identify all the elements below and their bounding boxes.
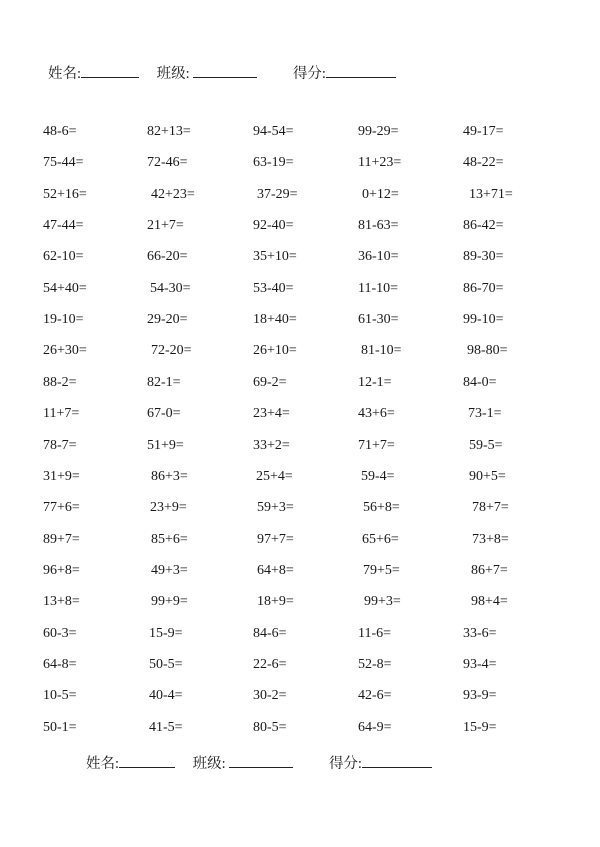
score-field[interactable] (326, 65, 396, 78)
problem-r6-c3: 53-40= (253, 281, 294, 296)
problem-r3-c1: 52+16= (43, 187, 87, 202)
score-label: 得分: (292, 66, 326, 82)
class-field[interactable] (193, 65, 257, 78)
problem-r15-c3: 64+8= (257, 563, 294, 578)
problem-r19-c5: 93-9= (463, 688, 497, 703)
problem-r9-c1: 88-2= (43, 375, 77, 390)
problem-r13-c2: 23+9= (150, 500, 187, 515)
problem-r8-c4: 81-10= (361, 343, 402, 358)
name-label: 姓名: (86, 756, 120, 772)
problem-r17-c1: 60-3= (43, 626, 77, 641)
problem-r12-c2: 86+3= (151, 469, 188, 484)
problem-r4-c4: 81-63= (358, 218, 399, 233)
problem-r18-c5: 93-4= (463, 657, 497, 672)
problem-r12-c4: 59-4= (361, 469, 395, 484)
problem-r15-c4: 79+5= (363, 563, 400, 578)
problem-r9-c2: 82-1= (147, 375, 181, 390)
problem-r18-c1: 64-8= (43, 657, 77, 672)
problem-r5-c5: 89-30= (463, 249, 504, 264)
problem-r7-c1: 19-10= (43, 312, 84, 327)
problem-r5-c4: 36-10= (358, 249, 399, 264)
name-label: 姓名: (48, 66, 82, 82)
problem-r14-c2: 85+6= (151, 532, 188, 547)
problem-r14-c3: 97+7= (257, 532, 294, 547)
problem-r17-c2: 15-9= (149, 626, 183, 641)
problem-r14-c4: 65+6= (362, 532, 399, 547)
problem-r17-c3: 84-6= (253, 626, 287, 641)
problem-r20-c3: 80-5= (253, 720, 287, 735)
name-section (86, 752, 175, 773)
problem-r11-c2: 51+9= (147, 438, 184, 453)
problem-r7-c3: 18+40= (253, 312, 297, 327)
problem-r5-c3: 35+10= (253, 249, 297, 264)
problem-r19-c4: 42-6= (358, 688, 392, 703)
header-bottom (86, 752, 432, 773)
problem-r20-c5: 15-9= (463, 720, 497, 735)
problem-r5-c2: 66-20= (147, 249, 188, 264)
problem-r14-c5: 73+8= (472, 532, 509, 547)
problem-r20-c4: 64-9= (358, 720, 392, 735)
problem-r9-c3: 69-2= (253, 375, 287, 390)
problem-r18-c3: 22-6= (253, 657, 287, 672)
problem-r13-c3: 59+3= (257, 500, 294, 515)
class-label: 班级: (192, 756, 226, 772)
header-top (48, 62, 396, 83)
problem-r3-c5: 13+71= (469, 187, 513, 202)
problem-r11-c5: 59-5= (469, 438, 503, 453)
problem-r8-c3: 26+10= (253, 343, 297, 358)
problem-r1-c2: 82+13= (147, 124, 191, 139)
problem-r1-c5: 49-17= (463, 124, 504, 139)
problem-r2-c4: 11+23= (358, 155, 402, 170)
problem-r10-c5: 73-1= (468, 406, 502, 421)
problem-r13-c4: 56+8= (363, 500, 400, 515)
class-label: 班级: (156, 66, 190, 82)
problem-r3-c3: 37-29= (257, 187, 298, 202)
problem-r20-c1: 50-1= (43, 720, 77, 735)
problem-r10-c1: 11+7= (43, 406, 80, 421)
score-section (329, 752, 432, 773)
problem-r6-c4: 11-10= (358, 281, 399, 296)
problem-r9-c4: 12-1= (358, 375, 392, 390)
problem-r17-c5: 33-6= (463, 626, 497, 641)
problem-r1-c4: 99-29= (358, 124, 399, 139)
name-field[interactable] (119, 755, 175, 768)
class-section (157, 62, 258, 83)
class-field[interactable] (229, 755, 293, 768)
problem-r7-c5: 99-10= (463, 312, 504, 327)
problem-r3-c2: 42+23= (151, 187, 195, 202)
problem-r13-c5: 78+7= (472, 500, 509, 515)
problem-r11-c1: 78-7= (43, 438, 77, 453)
problem-r16-c1: 13+8= (43, 594, 80, 609)
problem-r12-c3: 25+4= (256, 469, 293, 484)
problem-r15-c2: 49+3= (151, 563, 188, 578)
class-section (193, 752, 294, 773)
problem-r15-c1: 96+8= (43, 563, 80, 578)
problem-r5-c1: 62-10= (43, 249, 84, 264)
problem-r18-c4: 52-8= (358, 657, 392, 672)
problem-r18-c2: 50-5= (149, 657, 183, 672)
problem-r16-c2: 99+9= (151, 594, 188, 609)
problem-r10-c3: 23+4= (253, 406, 290, 421)
name-field[interactable] (81, 65, 139, 78)
problem-r7-c2: 29-20= (147, 312, 188, 327)
problem-r3-c4: 0+12= (362, 187, 399, 202)
problem-r19-c2: 40-4= (149, 688, 183, 703)
problem-r4-c3: 92-40= (253, 218, 294, 233)
problem-r19-c1: 10-5= (43, 688, 77, 703)
problem-r8-c1: 26+30= (43, 343, 87, 358)
problem-r14-c1: 89+7= (43, 532, 80, 547)
problem-r4-c5: 86-42= (463, 218, 504, 233)
problem-r11-c3: 33+2= (253, 438, 290, 453)
score-section (293, 62, 396, 83)
problem-r9-c5: 84-0= (463, 375, 497, 390)
problem-r1-c1: 48-6= (43, 124, 77, 139)
problem-r7-c4: 61-30= (358, 312, 399, 327)
problem-r6-c5: 86-70= (463, 281, 504, 296)
problem-r19-c3: 30-2= (253, 688, 287, 703)
problem-r11-c4: 71+7= (358, 438, 395, 453)
problem-r6-c1: 54+40= (43, 281, 87, 296)
problem-r8-c5: 98-80= (467, 343, 508, 358)
problem-r16-c4: 99+3= (364, 594, 401, 609)
problem-r13-c1: 77+6= (43, 500, 80, 515)
problem-r4-c1: 47-44= (43, 218, 84, 233)
problem-r2-c2: 72-46= (147, 155, 188, 170)
problem-r6-c2: 54-30= (150, 281, 191, 296)
problem-r10-c4: 43+6= (358, 406, 395, 421)
score-label: 得分: (328, 756, 362, 772)
problem-r2-c1: 75-44= (43, 155, 84, 170)
problem-r12-c1: 31+9= (43, 469, 80, 484)
problem-r12-c5: 90+5= (469, 469, 506, 484)
problem-r8-c2: 72-20= (151, 343, 192, 358)
score-field[interactable] (362, 755, 432, 768)
problem-r16-c5: 98+4= (471, 594, 508, 609)
problem-r17-c4: 11-6= (358, 626, 392, 641)
problem-r10-c2: 67-0= (147, 406, 181, 421)
problem-r16-c3: 18+9= (257, 594, 294, 609)
name-section (48, 62, 139, 83)
problem-r2-c5: 48-22= (463, 155, 504, 170)
problem-r4-c2: 21+7= (147, 218, 184, 233)
problem-r20-c2: 41-5= (149, 720, 183, 735)
problem-r15-c5: 86+7= (471, 563, 508, 578)
problem-r2-c3: 63-19= (253, 155, 294, 170)
problem-r1-c3: 94-54= (253, 124, 294, 139)
